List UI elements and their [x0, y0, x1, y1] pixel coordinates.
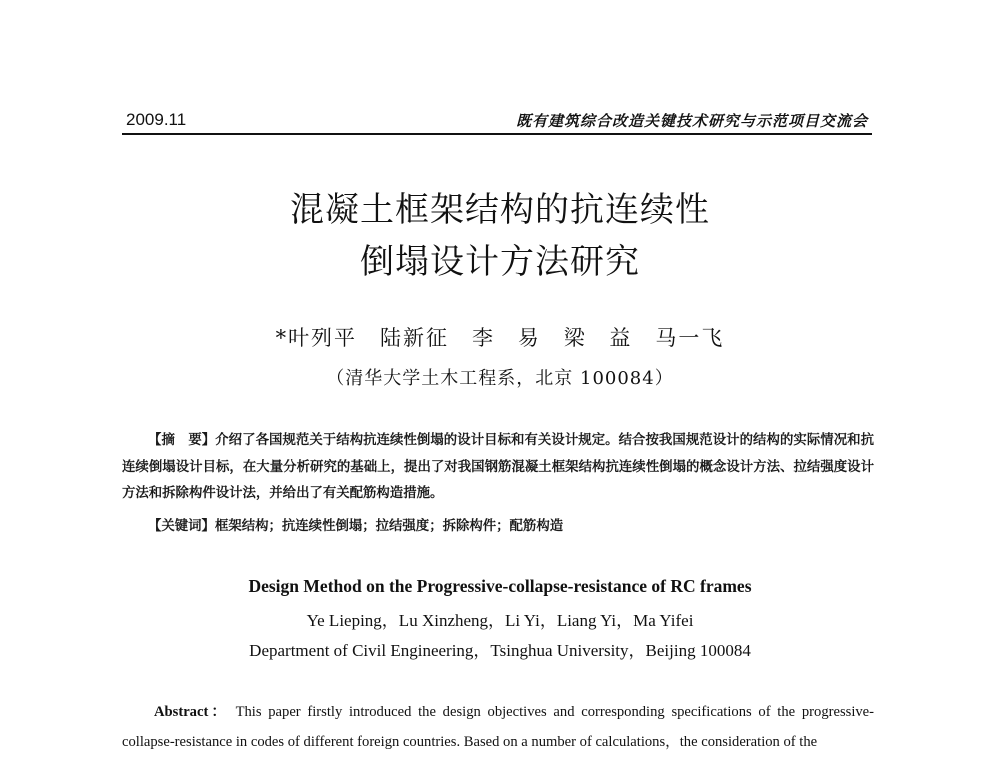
abstract-cn-text: 介绍了各国规范关于结构抗连续性倒塌的设计目标和有关设计规定。结合按我国规范设计的结构的实际情况和抗连续倒塌设计目标，在大量分析研究的基础上，提出了对我国钢筋混凝土框架结构抗连续性倒塌的概念设计方法、拉结强度设计方法和拆除构件设计法，并给出了有关配筋构造措施。: [122, 433, 875, 501]
abstract-en: [122, 697, 874, 757]
affiliation-cn: （清华大学土木工程系，北京 100084）: [326, 368, 674, 389]
abstract-en-label: Abstract：: [154, 704, 230, 720]
abstract-cn-label: 【摘 要】: [148, 433, 216, 448]
header-rule: [122, 133, 872, 135]
abstract-cn: [122, 428, 874, 508]
abstract-en-text: This paper firstly introduced the design objectives and corresponding specifications of the progressive-collapse-resistance in codes of different foreign countries. Based on a number of calculations，the consideration of the: [122, 704, 875, 750]
header-date: 2009.11: [126, 110, 187, 129]
header-journal-title: 既有建筑综合改造关键技术研究与示范项目交流会: [515, 112, 868, 130]
authors-en: Ye Lieping，Lu Xinzheng，Li Yi，Liang Yi，Ma Yifei: [306, 611, 694, 630]
title-line-2: 倒塌设计方法研究: [360, 242, 640, 282]
title-line-1: 混凝土框架结构的抗连续性: [290, 190, 710, 230]
authors-cn: *叶列平 陆新征 李 易 梁 益 马一飞: [275, 326, 725, 350]
running-header: [122, 108, 872, 132]
affiliation-en: Department of Civil Engineering，Tsinghua University，Beijing 100084: [249, 641, 751, 660]
keywords-cn-text: 框架结构；抗连续性倒塌；拉结强度；拆除构件；配筋构造: [214, 519, 564, 534]
keywords-cn-label: 【关键词】: [148, 519, 215, 534]
keywords-cn: [148, 515, 563, 534]
paper-title-en: Design Method on the Progressive-collapse-resistance of RC frames: [248, 576, 752, 596]
paper-title-cn: [0, 184, 1000, 288]
